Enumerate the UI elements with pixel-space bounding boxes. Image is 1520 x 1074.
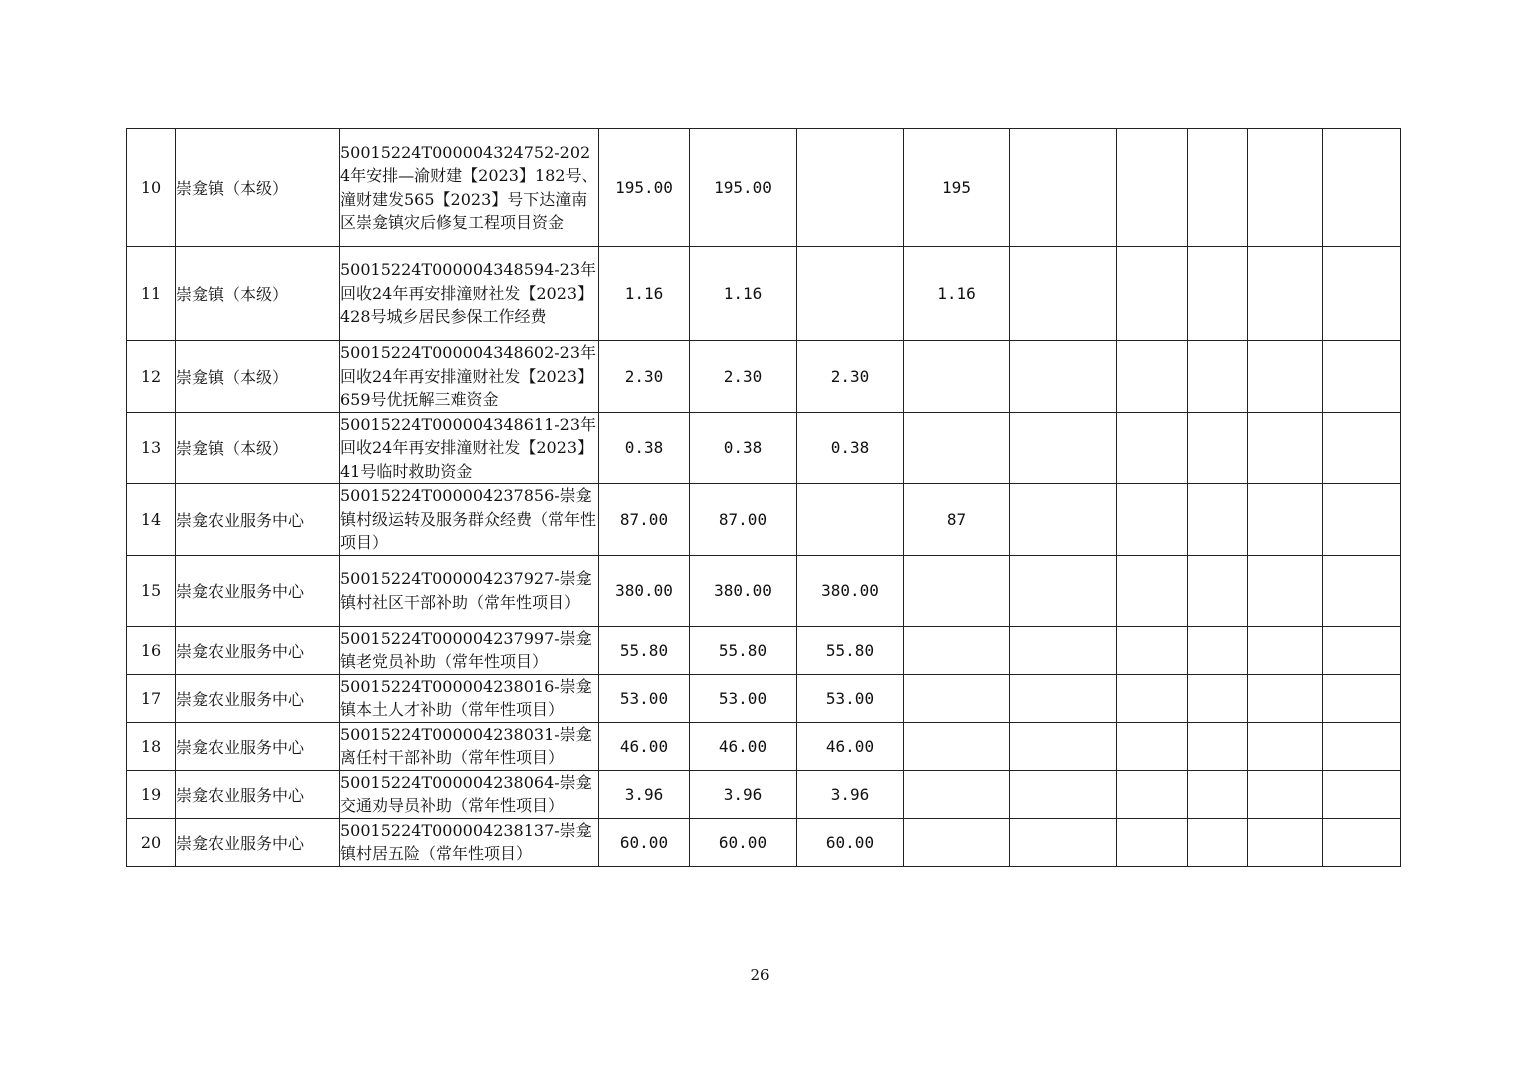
project-name: 50015224T000004238064-崇龛交通劝导员补助（常年性项目） (340, 770, 599, 818)
project-name: 50015224T000004237856-崇龛镇村级运转及服务群众经费（常年性项目） (340, 484, 599, 556)
total-amount: 46.00 (599, 722, 690, 770)
amount-column-e (1188, 626, 1248, 674)
total-amount: 2.30 (599, 341, 690, 413)
amount-column-f (1248, 129, 1323, 247)
unit-name: 崇龛农业服务中心 (176, 674, 340, 722)
amount-column-a (797, 484, 904, 556)
amount-column-a: 46.00 (797, 722, 904, 770)
amount-column-e (1188, 412, 1248, 484)
amount-column-e (1188, 722, 1248, 770)
amount-column-b (904, 722, 1010, 770)
amount-column-f (1248, 484, 1323, 556)
unit-name: 崇龛镇（本级） (176, 412, 340, 484)
project-name: 50015224T000004238137-崇龛镇村居五险（常年性项目） (340, 818, 599, 866)
project-name: 50015224T000004238016-崇龛镇本土人才补助（常年性项目） (340, 674, 599, 722)
row-number: 10 (127, 129, 176, 247)
unit-name: 崇龛农业服务中心 (176, 818, 340, 866)
amount-column-f (1248, 341, 1323, 413)
total-amount: 0.38 (599, 412, 690, 484)
row-number: 17 (127, 674, 176, 722)
amount-column-c (1010, 412, 1117, 484)
project-name: 50015224T000004348602-23年回收24年再安排潼财社发【2023】659号优抚解三难资金 (340, 341, 599, 413)
amount-column-g (1323, 818, 1401, 866)
row-number: 19 (127, 770, 176, 818)
project-name: 50015224T000004237997-崇龛镇老党员补助（常年性项目） (340, 626, 599, 674)
subtotal-amount: 60.00 (690, 818, 797, 866)
row-number: 15 (127, 555, 176, 626)
amount-column-d (1117, 341, 1188, 413)
table-row (127, 722, 1401, 770)
row-number: 18 (127, 722, 176, 770)
amount-column-e (1188, 129, 1248, 247)
amount-column-g (1323, 247, 1401, 341)
amount-column-c (1010, 484, 1117, 556)
table-row (127, 484, 1401, 556)
amount-column-c (1010, 555, 1117, 626)
amount-column-b: 195 (904, 129, 1010, 247)
subtotal-amount: 53.00 (690, 674, 797, 722)
unit-name: 崇龛农业服务中心 (176, 722, 340, 770)
project-name: 50015224T000004237927-崇龛镇村社区干部补助（常年性项目） (340, 555, 599, 626)
amount-column-f (1248, 818, 1323, 866)
table-row (127, 626, 1401, 674)
amount-column-b (904, 674, 1010, 722)
amount-column-b (904, 818, 1010, 866)
amount-column-b (904, 626, 1010, 674)
amount-column-d (1117, 674, 1188, 722)
amount-column-a (797, 247, 904, 341)
amount-column-b: 1.16 (904, 247, 1010, 341)
unit-name: 崇龛农业服务中心 (176, 555, 340, 626)
total-amount: 195.00 (599, 129, 690, 247)
amount-column-f (1248, 412, 1323, 484)
row-number: 12 (127, 341, 176, 413)
amount-column-g (1323, 484, 1401, 556)
table-row (127, 555, 1401, 626)
amount-column-g (1323, 626, 1401, 674)
project-name: 50015224T000004238031-崇龛离任村干部补助（常年性项目） (340, 722, 599, 770)
project-name: 50015224T000004348611-23年回收24年再安排潼财社发【2023】41号临时救助资金 (340, 412, 599, 484)
subtotal-amount: 2.30 (690, 341, 797, 413)
amount-column-b (904, 412, 1010, 484)
amount-column-g (1323, 674, 1401, 722)
amount-column-c (1010, 626, 1117, 674)
amount-column-e (1188, 484, 1248, 556)
amount-column-c (1010, 770, 1117, 818)
amount-column-a: 0.38 (797, 412, 904, 484)
amount-column-f (1248, 626, 1323, 674)
subtotal-amount: 55.80 (690, 626, 797, 674)
amount-column-g (1323, 770, 1401, 818)
row-number: 14 (127, 484, 176, 556)
amount-column-f (1248, 555, 1323, 626)
total-amount: 60.00 (599, 818, 690, 866)
subtotal-amount: 87.00 (690, 484, 797, 556)
row-number: 16 (127, 626, 176, 674)
amount-column-g (1323, 341, 1401, 413)
amount-column-d (1117, 484, 1188, 556)
amount-column-b (904, 341, 1010, 413)
subtotal-amount: 46.00 (690, 722, 797, 770)
amount-column-d (1117, 770, 1188, 818)
amount-column-d (1117, 626, 1188, 674)
row-number: 13 (127, 412, 176, 484)
amount-column-c (1010, 674, 1117, 722)
amount-column-b (904, 770, 1010, 818)
amount-column-f (1248, 247, 1323, 341)
amount-column-g (1323, 129, 1401, 247)
total-amount: 87.00 (599, 484, 690, 556)
amount-column-d (1117, 555, 1188, 626)
amount-column-d (1117, 818, 1188, 866)
amount-column-f (1248, 770, 1323, 818)
row-number: 20 (127, 818, 176, 866)
amount-column-g (1323, 412, 1401, 484)
total-amount: 55.80 (599, 626, 690, 674)
amount-column-a: 60.00 (797, 818, 904, 866)
amount-column-d (1117, 129, 1188, 247)
amount-column-a: 55.80 (797, 626, 904, 674)
table-row (127, 770, 1401, 818)
row-number: 11 (127, 247, 176, 341)
amount-column-c (1010, 247, 1117, 341)
budget-table (126, 128, 1401, 867)
amount-column-e (1188, 770, 1248, 818)
subtotal-amount: 1.16 (690, 247, 797, 341)
amount-column-c (1010, 341, 1117, 413)
amount-column-c (1010, 129, 1117, 247)
table-row (127, 247, 1401, 341)
total-amount: 3.96 (599, 770, 690, 818)
table-row (127, 674, 1401, 722)
unit-name: 崇龛农业服务中心 (176, 484, 340, 556)
unit-name: 崇龛农业服务中心 (176, 626, 340, 674)
table-row (127, 341, 1401, 413)
unit-name: 崇龛镇（本级） (176, 247, 340, 341)
total-amount: 1.16 (599, 247, 690, 341)
subtotal-amount: 380.00 (690, 555, 797, 626)
amount-column-a: 3.96 (797, 770, 904, 818)
amount-column-f (1248, 722, 1323, 770)
subtotal-amount: 195.00 (690, 129, 797, 247)
project-name: 50015224T000004348594-23年回收24年再安排潼财社发【2023】428号城乡居民参保工作经费 (340, 247, 599, 341)
amount-column-b (904, 555, 1010, 626)
amount-column-e (1188, 818, 1248, 866)
amount-column-a: 380.00 (797, 555, 904, 626)
total-amount: 380.00 (599, 555, 690, 626)
subtotal-amount: 0.38 (690, 412, 797, 484)
table-row (127, 412, 1401, 484)
unit-name: 崇龛镇（本级） (176, 341, 340, 413)
unit-name: 崇龛镇（本级） (176, 129, 340, 247)
unit-name: 崇龛农业服务中心 (176, 770, 340, 818)
amount-column-g (1323, 555, 1401, 626)
amount-column-a: 53.00 (797, 674, 904, 722)
amount-column-d (1117, 722, 1188, 770)
amount-column-a (797, 129, 904, 247)
amount-column-e (1188, 555, 1248, 626)
page-number: 26 (750, 966, 770, 984)
amount-column-b: 87 (904, 484, 1010, 556)
amount-column-c (1010, 818, 1117, 866)
amount-column-d (1117, 412, 1188, 484)
table-row (127, 129, 1401, 247)
amount-column-c (1010, 722, 1117, 770)
total-amount: 53.00 (599, 674, 690, 722)
amount-column-f (1248, 674, 1323, 722)
amount-column-e (1188, 247, 1248, 341)
table-body (127, 129, 1401, 867)
table-row (127, 818, 1401, 866)
amount-column-d (1117, 247, 1188, 341)
subtotal-amount: 3.96 (690, 770, 797, 818)
project-name: 50015224T000004324752-2024年安排—渝财建【2023】182号、潼财建发565【2023】号下达潼南区崇龛镇灾后修复工程项目资金 (340, 129, 599, 247)
amount-column-g (1323, 722, 1401, 770)
amount-column-a: 2.30 (797, 341, 904, 413)
amount-column-e (1188, 341, 1248, 413)
amount-column-e (1188, 674, 1248, 722)
